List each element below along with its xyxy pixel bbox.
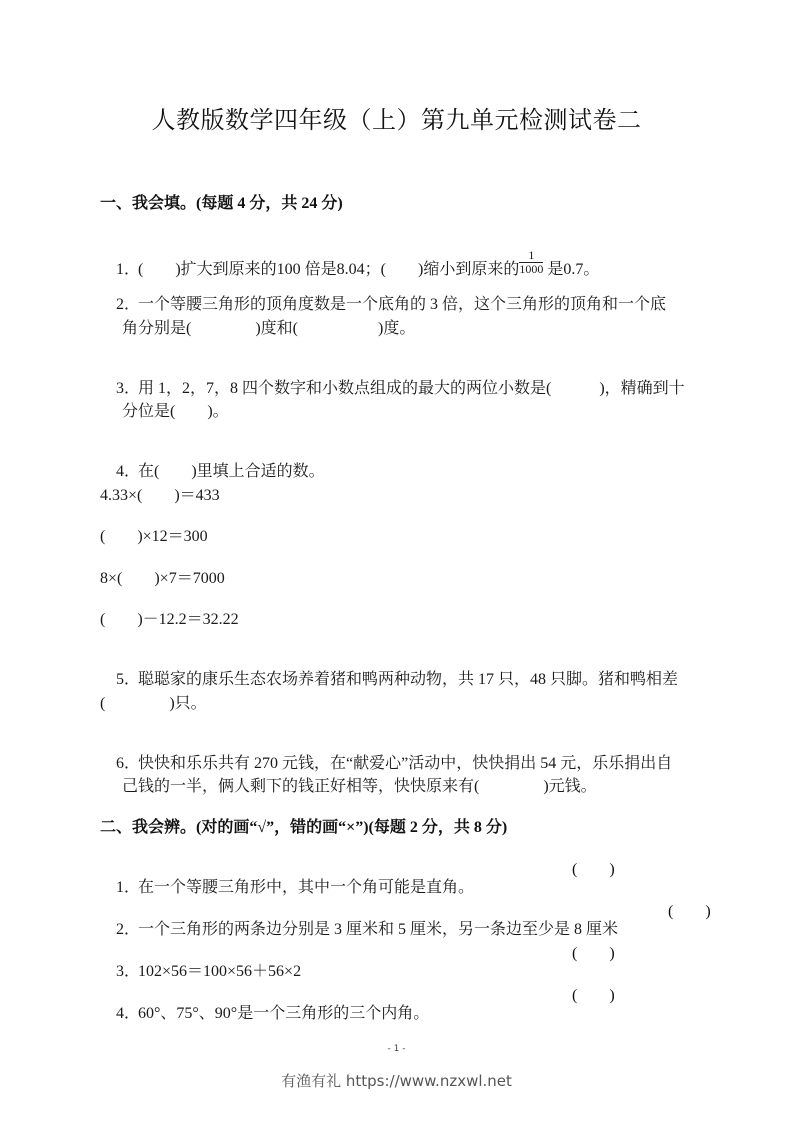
question-number: 4．: [116, 1005, 141, 1022]
question-6-text: 快快和乐乐共有 270 元钱，在“献爱心”活动中，快快捐出 54 元，乐乐捐出自: [138, 755, 673, 772]
answer-bracket-1[interactable]: ( ): [572, 861, 615, 878]
question-number: 2．: [116, 921, 141, 938]
question-number: 6．: [116, 755, 141, 772]
equation-1: 4.33×( )＝433: [100, 487, 220, 504]
question-5-line-2: ( )只。: [100, 695, 207, 712]
question-2-text: 一个等腰三角形的顶角度数是一个底角的 3 倍，这个三角形的顶角和一个底: [138, 296, 667, 313]
judge-item-4: [100, 982, 429, 1041]
judge-item-text: 60°、75°、90°是一个三角形的三个内角。: [138, 1005, 430, 1022]
judge-item-text: 一个三角形的两条边分别是 3 厘米和 5 厘米，另一条边至少是 8 厘米: [138, 921, 619, 938]
question-3-line-2: 分位是( )。: [122, 403, 229, 420]
question-number: 3．: [116, 963, 141, 980]
question-6-line-2: 己钱的一半，俩人剩下的钱正好相等，快快原来有( )元钱。: [122, 778, 597, 795]
equation-4: ( )－12.2＝32.22: [100, 611, 239, 628]
page-title: 人教版数学四年级（上）第九单元检测试卷二: [151, 108, 642, 134]
footer-watermark: 有渔有礼 https://www.nzxwl.net: [281, 1072, 512, 1090]
question-3-text: 用 1，2，7，8 四个数字和小数点组成的最大的两位小数是( )，精确到十: [138, 380, 685, 397]
question-number: 2．: [116, 296, 141, 313]
equation-2: ( )×12＝300: [100, 528, 208, 545]
question-2-line-2: 角分别是( )度和( )度。: [122, 320, 416, 337]
judge-item-text: 102×56＝100×56＋56×2: [138, 963, 302, 980]
question-number: 4．: [116, 463, 141, 480]
answer-bracket-4[interactable]: ( ): [572, 987, 615, 1004]
equation-3: 8×( )×7＝7000: [100, 570, 225, 587]
question-1-text-b: 是0.7。: [543, 261, 600, 278]
answer-bracket-2[interactable]: ( ): [668, 903, 711, 920]
section-1-heading: 一、我会填。(每题 4 分，共 24 分): [100, 195, 343, 212]
question-number: 1．: [116, 261, 141, 278]
fraction-1-1000: [519, 249, 543, 276]
judge-item-text: 在一个等腰三角形中，其中一个角可能是直角。: [138, 879, 475, 896]
fraction-denominator: 1000: [519, 261, 544, 276]
question-number: 5．: [116, 671, 141, 688]
fraction-numerator: 1: [519, 249, 543, 263]
page-number: - 1 -: [387, 1044, 406, 1054]
question-4-text: 在( )里填上合适的数。: [138, 463, 325, 480]
answer-bracket-3[interactable]: ( ): [572, 945, 615, 962]
question-number: 3．: [116, 380, 141, 397]
question-5-text: 聪聪家的康乐生态农场养着猪和鸭两种动物，共 17 只，48 只脚。猪和鸭相差: [138, 671, 679, 688]
question-number: 1．: [116, 879, 141, 896]
question-1-text-a: ( )扩大到原来的100 倍是8.04；( )缩小到原来的: [138, 261, 520, 278]
section-2-heading: 二、我会辨。(对的画“√”，错的画“×”)(每题 2 分，共 8 分): [100, 819, 508, 836]
